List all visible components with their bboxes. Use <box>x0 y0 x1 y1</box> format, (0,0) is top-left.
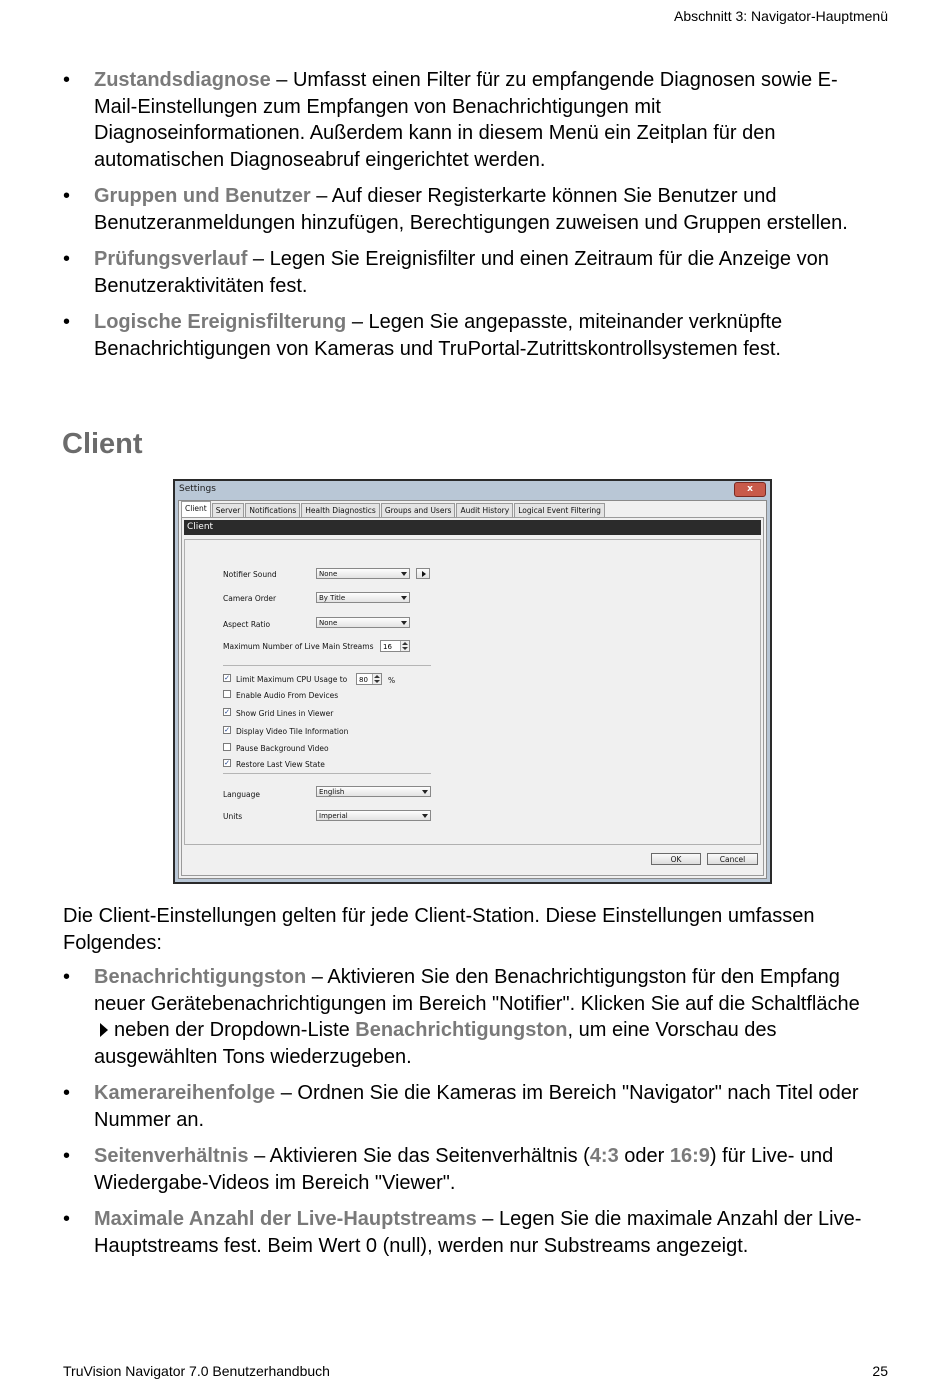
tab-client[interactable]: Client <box>181 501 211 517</box>
stepper-value: 80 <box>359 676 368 684</box>
bullet-text: – Legen Sie angepasste, miteinander verknüpfte Benachrichtigungen von Kameras und TruPortal-Zutrittskontrollsystemen fest. <box>94 311 783 360</box>
client-panel <box>181 517 764 876</box>
bullet-aspect-ratio <box>63 1143 873 1196</box>
divider <box>223 773 431 774</box>
display-tile-info-checkbox[interactable]: ✓ <box>224 726 230 734</box>
show-grid-label: Show Grid Lines in Viewer <box>236 709 334 718</box>
term-zustandsdiagnose: Zustandsdiagnose <box>94 69 271 91</box>
stepper-value: 16 <box>383 643 392 651</box>
units-label: Units <box>223 812 243 821</box>
play-sound-button[interactable] <box>416 568 430 579</box>
bullet-logical-event-filtering <box>63 309 873 362</box>
term-logische-ereignisfilterung: Logische Ereignisfilterung <box>94 311 347 333</box>
tab-groups-and-users[interactable]: Groups and Users <box>381 503 456 517</box>
restore-view-checkbox[interactable]: ✓ <box>224 759 230 767</box>
chevron-down-icon <box>401 572 407 576</box>
pause-background-checkbox[interactable] <box>223 743 231 751</box>
term-benachrichtigungston-ref: Benachrichtigungston <box>355 1019 568 1041</box>
bullet-text: oder <box>618 1145 670 1167</box>
show-grid-checkbox[interactable]: ✓ <box>224 708 230 716</box>
tab-server[interactable]: Server <box>212 503 245 517</box>
page-number: 25 <box>872 1363 888 1379</box>
ratio-16-9: 16:9 <box>669 1145 710 1167</box>
divider <box>223 665 431 666</box>
bullet-groups-users <box>63 183 873 236</box>
dropdown-value: None <box>319 619 338 627</box>
pause-background-label: Pause Background Video <box>236 744 329 753</box>
bullet-notifier-sound <box>63 964 873 1070</box>
dropdown-value: Imperial <box>319 812 348 820</box>
term-kamerareihenfolge: Kamerareihenfolge <box>94 1082 276 1104</box>
chevron-down-icon <box>401 596 407 600</box>
dropdown-value: By Title <box>319 594 346 602</box>
term-pruefungsverlauf: Prüfungsverlauf <box>94 248 248 270</box>
percent-unit: % <box>388 676 396 685</box>
aspect-ratio-dropdown[interactable] <box>316 617 410 628</box>
term-gruppen-benutzer: Gruppen und Benutzer <box>94 185 311 207</box>
intro-paragraph: Die Client-Einstellungen gelten für jede Client-Station. Diese Einstellungen umfassen Folgendes: <box>63 905 815 954</box>
bullet-marker: • <box>63 185 71 207</box>
term-seitenverhaeltnis: Seitenverhältnis <box>94 1145 249 1167</box>
bullet-audit-history <box>63 246 873 299</box>
bullet-marker: • <box>63 1208 71 1230</box>
term-benachrichtigungston: Benachrichtigungston <box>94 966 307 988</box>
notifier-sound-label: Notifier Sound <box>223 570 277 579</box>
bullet-camera-order <box>63 1080 873 1133</box>
display-tile-info-label: Display Video Tile Information <box>236 727 349 736</box>
up-down-arrows-icon[interactable] <box>372 674 381 684</box>
bullet-text: – Legen Sie Ereignisfilter und einen Zeitraum für die Anzeige von Benutzeraktivitäten fest. <box>94 248 829 297</box>
tab-health-diagnostics[interactable]: Health Diagnostics <box>301 503 380 517</box>
chevron-down-icon <box>401 621 407 625</box>
chevron-down-icon <box>422 790 428 794</box>
ratio-4-3: 4:3 <box>589 1145 619 1167</box>
bullet-marker: • <box>63 1145 71 1167</box>
bullet-marker: • <box>63 248 71 270</box>
camera-order-label: Camera Order <box>223 594 277 603</box>
cpu-limit-checkbox[interactable]: ✓ <box>224 674 230 682</box>
bullet-marker: • <box>63 966 71 988</box>
bullet-text: – Umfasst einen Filter für zu empfangende Diagnosen sowie E-Mail-Einstellungen zum Empfangen von Benachrichtigungen mit Diagnoseinformationen. Außerdem kann in diesem Menü ein Zeitplan für den automatischen Diagnoseabruf eingerichtet werden. <box>94 69 838 171</box>
language-dropdown[interactable] <box>316 786 431 797</box>
bullet-text: – Aktivieren Sie den Benachrichtigungston für den Empfang neuer Gerätebenachrichtigungen im Bereich "Notifier". Klicken Sie auf die Schaltfläche <box>94 966 860 1015</box>
bullet-health-diagnostics <box>63 67 873 173</box>
bullet-text: neben der Dropdown-Liste <box>114 1019 356 1041</box>
bullet-text: – Ordnen Sie die Kameras im Bereich "Navigator" nach Titel oder Nummer an. <box>94 1082 859 1131</box>
notifier-sound-dropdown[interactable] <box>316 568 410 579</box>
running-head: Abschnitt 3: Navigator-Hauptmenü <box>674 8 888 24</box>
bullet-marker: • <box>63 311 71 333</box>
bullet-text: – Auf dieser Registerkarte können Sie Benutzer und Benutzeranmeldungen hinzufügen, Berechtigungen zuweisen und Gruppen erstellen. <box>94 185 848 234</box>
window-title: Settings <box>179 484 216 494</box>
enable-audio-checkbox[interactable] <box>223 690 231 698</box>
tab-audit-history[interactable]: Audit History <box>456 503 513 517</box>
play-icon <box>100 1023 108 1037</box>
enable-audio-label: Enable Audio From Devices <box>236 691 339 700</box>
cpu-limit-label: Limit Maximum CPU Usage to <box>236 675 348 684</box>
units-dropdown[interactable] <box>316 810 431 821</box>
play-icon <box>422 571 426 577</box>
aspect-ratio-label: Aspect Ratio <box>223 620 271 629</box>
tab-notifications[interactable]: Notifications <box>245 503 300 517</box>
panel-content <box>184 539 761 845</box>
term-max-live-streams: Maximale Anzahl der Live-Hauptstreams <box>94 1208 477 1230</box>
bullet-text: – Legen Sie die maximale Anzahl der Live-Hauptstreams fest. Beim Wert 0 (null), werden nur Substreams angezeigt. <box>94 1208 862 1257</box>
tab-logical-event-filtering[interactable]: Logical Event Filtering <box>514 503 605 517</box>
bullet-text: – Aktivieren Sie das Seitenverhältnis ( <box>248 1145 590 1167</box>
restore-view-label: Restore Last View State <box>236 760 325 769</box>
max-streams-stepper[interactable] <box>380 640 410 652</box>
tab-bar <box>181 503 606 517</box>
language-label: Language <box>223 790 261 799</box>
window-body <box>178 500 767 879</box>
up-down-arrows-icon[interactable] <box>400 641 409 651</box>
bullet-text: ) für Live- und Wiedergabe-Videos im Bereich "Viewer". <box>94 1145 834 1194</box>
dropdown-value: English <box>319 788 345 796</box>
dropdown-value: None <box>319 570 338 578</box>
camera-order-dropdown[interactable] <box>316 592 410 603</box>
panel-title: Client <box>184 520 761 535</box>
bullet-marker: • <box>63 69 71 91</box>
bullet-marker: • <box>63 1082 71 1104</box>
top-bullet-list <box>63 67 873 372</box>
chevron-down-icon <box>422 814 428 818</box>
bullet-max-streams <box>63 1206 873 1259</box>
section-heading: Client <box>62 428 143 460</box>
bottom-bullet-list <box>63 964 873 1269</box>
cpu-limit-stepper[interactable] <box>356 673 382 685</box>
cancel-button[interactable]: Cancel <box>707 853 758 865</box>
footer-title: TruVision Navigator 7.0 Benutzerhandbuch <box>63 1363 330 1379</box>
max-streams-label: Maximum Number of Live Main Streams <box>223 642 374 651</box>
close-icon[interactable]: x <box>734 482 766 497</box>
ok-button[interactable]: OK <box>651 853 701 865</box>
bullet-text: , um eine Vorschau des ausgewählten Tons wiederzugeben. <box>94 1019 777 1068</box>
settings-window-screenshot <box>173 479 772 884</box>
